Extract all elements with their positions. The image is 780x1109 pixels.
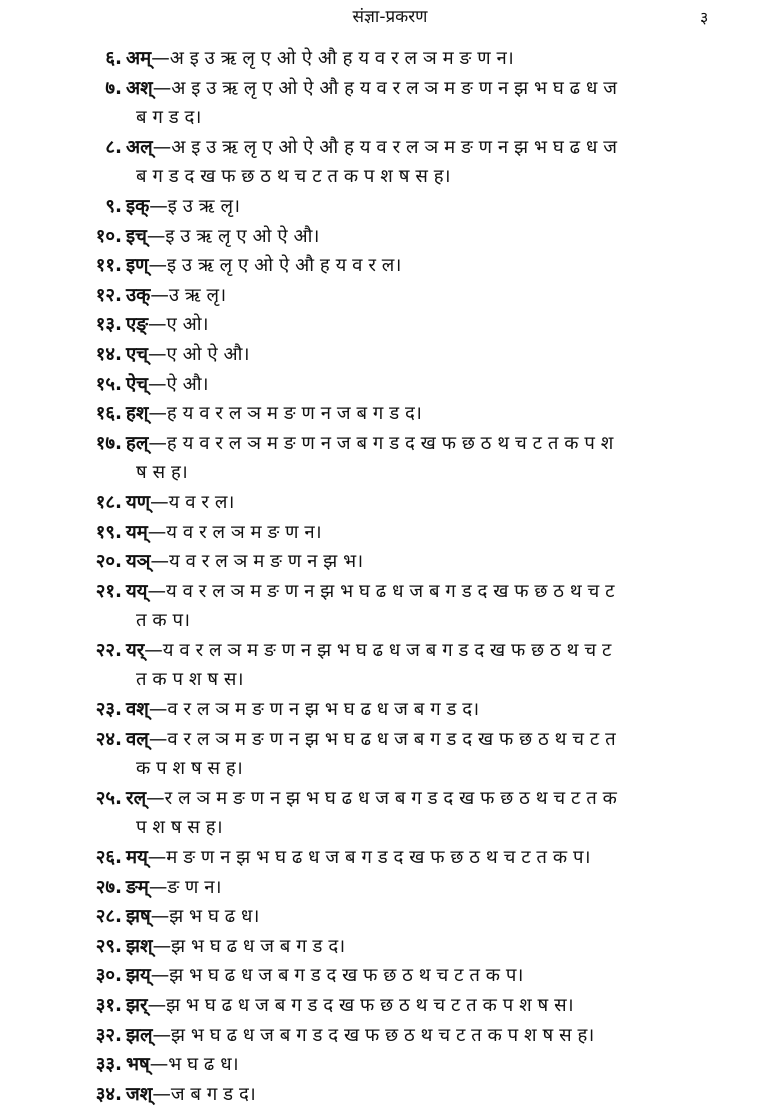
- item-line: [0, 340, 780, 370]
- item-number: ३०.: [95, 965, 122, 987]
- item-continuation: त क प।: [136, 610, 191, 632]
- item-text: —झ भ घ ढ ध ज ब ग ड द ख फ छ ठ थ च ट त क प श ष स।: [147, 995, 574, 1016]
- page-number: ३: [700, 8, 709, 27]
- item-text: —म ङ ण न झ भ घ ढ ध ज ब ग ड द ख फ छ ठ थ च ट त क प।: [147, 847, 591, 869]
- list-item: [0, 281, 780, 311]
- list-item: [0, 1080, 780, 1109]
- item-line: [0, 1050, 780, 1080]
- item-term: यर्: [126, 639, 145, 661]
- item-number: १९.: [95, 521, 122, 543]
- item-line: [0, 961, 780, 991]
- item-term: इक्: [126, 195, 150, 217]
- item-line: [0, 725, 780, 755]
- item-number: ३२.: [95, 1024, 122, 1046]
- item-continuation: ब ग ड द ख फ छ ठ थ च ट त क प श ष स ह।: [136, 166, 451, 188]
- list-item: [0, 429, 780, 488]
- list-item: [0, 725, 780, 784]
- item-number: २३.: [95, 699, 122, 721]
- list-item: [0, 695, 780, 725]
- item-line: [0, 44, 780, 74]
- item-number: २२.: [95, 639, 122, 661]
- item-continuation: प श ष स ह।: [136, 817, 223, 839]
- item-text: —ए ओ।: [148, 314, 209, 336]
- list-item: [0, 784, 780, 843]
- item-line: [0, 577, 780, 607]
- item-line: [0, 370, 780, 400]
- item-line: [0, 843, 780, 873]
- item-number: १८.: [95, 491, 122, 513]
- item-text: —ह य व र ल ञ म ङ ण न ज ब ग ड द।: [148, 403, 422, 425]
- item-number: १२.: [95, 284, 122, 306]
- list-item: [0, 251, 780, 281]
- item-text: —ङ ण न।: [148, 876, 222, 898]
- item-term: अल्: [126, 136, 153, 158]
- list-item: [0, 577, 780, 636]
- page-header: [0, 2, 780, 28]
- item-number: १३.: [95, 314, 122, 336]
- item-line: [0, 547, 780, 577]
- list-item: [0, 873, 780, 903]
- item-term: झल्: [126, 1024, 153, 1046]
- list-item: [0, 370, 780, 400]
- item-term: झर्: [126, 995, 148, 1016]
- list-item: [0, 74, 780, 133]
- item-continuation: क प श ष स ह।: [136, 758, 243, 780]
- item-term: जश्: [126, 1083, 153, 1105]
- item-term: एच्: [126, 343, 148, 365]
- item-line: [0, 251, 780, 281]
- item-number: ७.: [105, 77, 122, 99]
- list-item: [0, 932, 780, 962]
- item-line: [0, 1080, 780, 1109]
- item-text: —ऐ औ।: [147, 373, 209, 395]
- item-number: ८.: [105, 136, 122, 158]
- item-number: १६.: [95, 403, 122, 425]
- item-term: झय्: [126, 965, 151, 987]
- list-item: [0, 310, 780, 340]
- item-line: [0, 74, 780, 104]
- item-text: —अ इ उ ऋ लृ ए ओ ऐ औ ह य व र ल ञ म ङ ण न।: [151, 48, 514, 69]
- item-continuation: ष स ह।: [136, 462, 188, 484]
- list-item: [0, 1050, 780, 1080]
- item-number: ३४.: [95, 1083, 122, 1105]
- item-line: [0, 991, 780, 1021]
- item-text: —य व र ल ञ म ङ ण न झ भ घ ढ ध ज ब ग ड द ख फ छ ठ थ च ट: [147, 580, 615, 602]
- item-term: अम्: [126, 48, 152, 69]
- item-number: २८.: [95, 906, 122, 928]
- list-item: [0, 340, 780, 370]
- list-item: [0, 636, 780, 695]
- item-line: [0, 902, 780, 932]
- item-number: १५.: [95, 373, 122, 395]
- item-term: यञ्: [126, 551, 151, 573]
- list-item: [0, 518, 780, 548]
- list-item: [0, 843, 780, 873]
- item-number: २५.: [95, 787, 122, 809]
- item-term: झश्: [126, 935, 153, 957]
- list-item: [0, 133, 780, 192]
- item-number: ३३.: [95, 1054, 122, 1076]
- item-term: यण्: [126, 491, 151, 513]
- pratyahara-list: [0, 44, 780, 1109]
- item-text: —भ घ ढ ध।: [149, 1054, 239, 1076]
- item-text: —अ इ उ ऋ लृ ए ओ ऐ औ ह य व र ल ञ म ङ ण न झ भ घ ढ ध ज: [152, 77, 617, 99]
- list-item: [0, 192, 780, 222]
- item-text: —इ उ ऋ लृ ए ओ ऐ औ ह य व र ल।: [148, 255, 402, 277]
- list-item: [0, 1021, 780, 1051]
- item-line: [0, 310, 780, 340]
- list-item: [0, 44, 780, 74]
- item-text: —य व र ल ञ म ङ ण न।: [147, 521, 322, 543]
- item-term: इण्: [126, 255, 149, 277]
- item-text: —ज ब ग ड द।: [152, 1083, 256, 1105]
- item-number: ३१.: [95, 995, 122, 1016]
- item-number: २१.: [95, 580, 122, 602]
- item-line: [0, 518, 780, 548]
- item-term: मय्: [126, 847, 148, 869]
- item-line: [0, 399, 780, 429]
- item-number: १४.: [95, 343, 122, 365]
- item-number: २०.: [95, 551, 122, 573]
- item-text: —व र ल ञ म ङ ण न झ भ घ ढ ध ज ब ग ड द।: [148, 699, 480, 721]
- item-term: वल्: [126, 728, 149, 750]
- item-line: [0, 784, 780, 814]
- item-term: यम्: [126, 521, 148, 543]
- item-number: २९.: [95, 935, 122, 957]
- item-text: —झ भ घ ढ ध ज ब ग ड द ख फ छ ठ थ च ट त क प।: [150, 965, 524, 987]
- item-line: [0, 281, 780, 311]
- item-line: [0, 873, 780, 903]
- item-line: [0, 695, 780, 725]
- item-text: —इ उ ऋ लृ ए ओ ऐ औ।: [146, 225, 320, 247]
- item-number: १७.: [95, 432, 122, 454]
- list-item: [0, 399, 780, 429]
- item-number: ९.: [105, 195, 122, 217]
- item-number: २४.: [95, 728, 122, 750]
- item-number: २७.: [95, 876, 122, 898]
- item-line: [0, 932, 780, 962]
- item-number: ११.: [95, 255, 122, 277]
- item-line: [0, 192, 780, 222]
- item-text: —इ उ ऋ लृ।: [149, 195, 240, 217]
- item-term: ऐच्: [126, 373, 148, 395]
- item-number: ६.: [105, 48, 122, 69]
- item-text: —र ल ञ म ङ ण न झ भ घ ढ ध ज ब ग ड द ख फ छ ठ थ च ट त क: [146, 787, 617, 809]
- item-text: —झ भ घ ढ ध।: [150, 906, 260, 928]
- item-text: —झ भ घ ढ ध ज ब ग ड द।: [152, 935, 346, 957]
- item-number: १०.: [95, 225, 122, 247]
- item-term: उक्: [126, 284, 151, 306]
- item-term: हश्: [126, 403, 149, 425]
- item-line: [0, 1021, 780, 1051]
- item-continuation: ब ग ड द।: [136, 107, 202, 129]
- item-continuation: त क प श ष स।: [136, 669, 244, 691]
- item-text: —य व र ल।: [150, 491, 235, 513]
- item-line: [0, 488, 780, 518]
- item-term: इच्: [126, 225, 147, 247]
- item-term: यय्: [126, 580, 148, 602]
- list-item: [0, 488, 780, 518]
- item-line: [0, 222, 780, 252]
- item-term: झष्: [126, 906, 151, 928]
- item-line: [0, 636, 780, 666]
- item-term: वश्: [126, 699, 149, 721]
- item-term: भष्: [126, 1054, 150, 1076]
- item-text: —उ ऋ लृ।: [150, 284, 227, 306]
- list-item: [0, 961, 780, 991]
- list-item: [0, 991, 780, 1021]
- item-text: —ह य व र ल ञ म ङ ण न ज ब ग ड द ख फ छ ठ थ च ट त क प श: [148, 432, 614, 454]
- item-term: एङ्: [126, 314, 149, 336]
- item-text: —य व र ल ञ म ङ ण न झ भ घ ढ ध ज ब ग ड द ख फ छ ठ थ च ट: [144, 639, 612, 661]
- list-item: [0, 222, 780, 252]
- item-line: [0, 429, 780, 459]
- item-term: ङम्: [126, 876, 149, 898]
- item-text: —ए ओ ऐ औ।: [147, 343, 250, 365]
- list-item: [0, 902, 780, 932]
- item-number: २६.: [95, 847, 122, 869]
- item-term: हल्: [126, 432, 149, 454]
- item-term: रल्: [126, 787, 147, 809]
- item-text: —झ भ घ ढ ध ज ब ग ड द ख फ छ ठ थ च ट त क प श ष स ह।: [152, 1024, 595, 1046]
- item-term: अश्: [126, 77, 153, 99]
- item-line: [0, 133, 780, 163]
- item-text: —य व र ल ञ म ङ ण न झ भ।: [150, 551, 364, 573]
- item-text: —व र ल ञ म ङ ण न झ भ घ ढ ध ज ब ग ड द ख फ छ ठ थ च ट त: [148, 728, 616, 750]
- list-item: [0, 547, 780, 577]
- item-text: —अ इ उ ऋ लृ ए ओ ऐ औ ह य व र ल ञ म ङ ण न झ भ घ ढ ध ज: [152, 136, 617, 158]
- chapter-title: संज्ञा-प्रकरण: [352, 7, 428, 27]
